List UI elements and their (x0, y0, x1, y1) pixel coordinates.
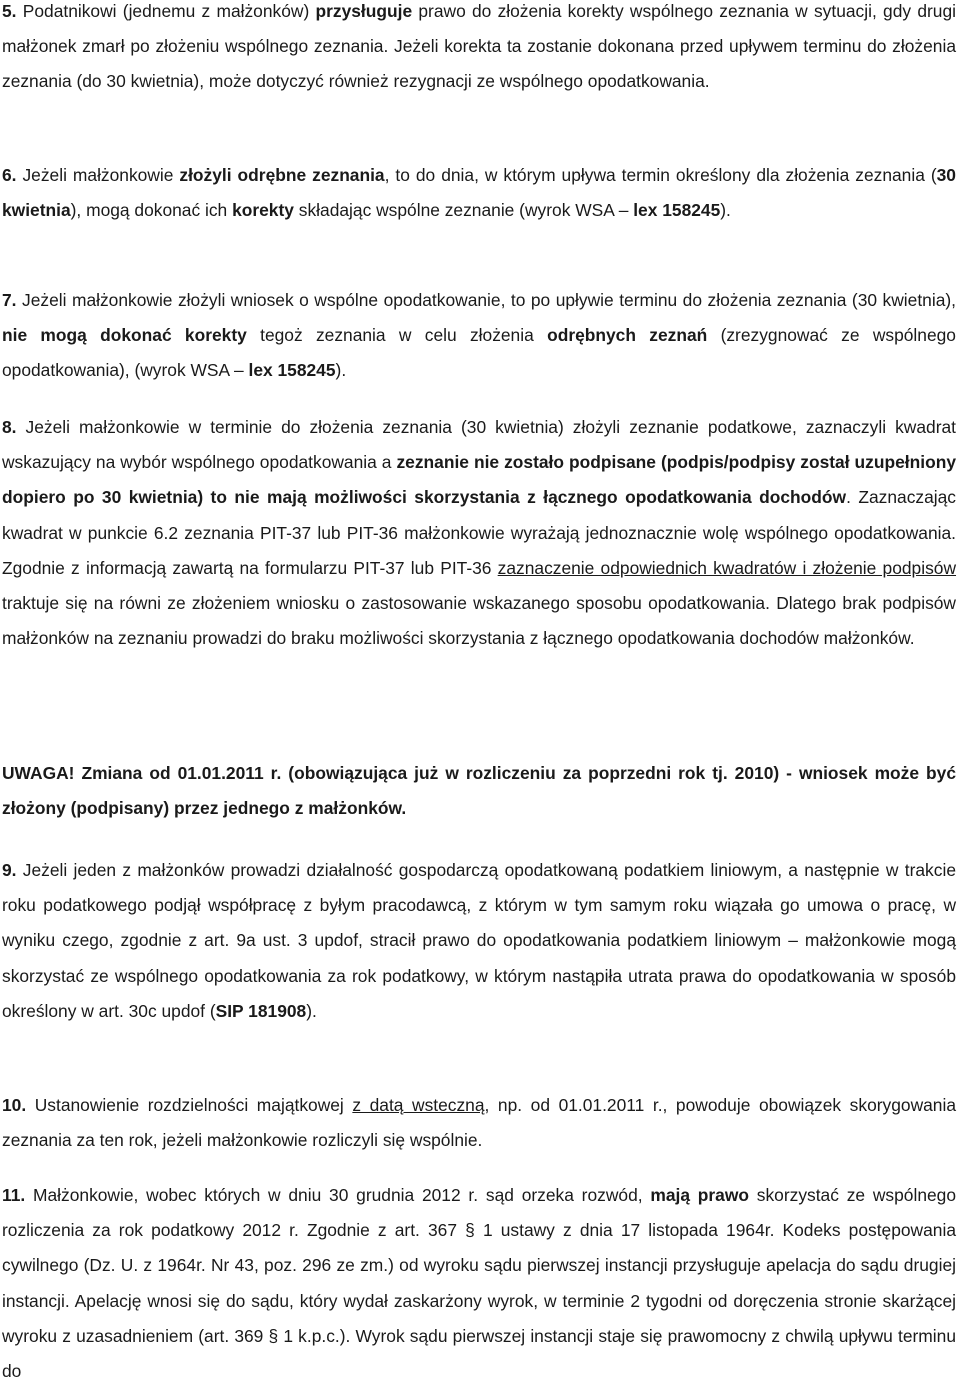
paragraph-8 (2, 410, 956, 656)
bold-text: złożyli odrębne zeznania (179, 165, 385, 185)
text-run: skorzystać ze wspólnego rozliczenia za rok podatkowy 2012 r. Zgodnie z art. 367 § 1 ustawy z dnia 17 listopada 1964r. Kodeks postępowania cywilnego (Dz. U. z 1964r. Nr 43, poz. 296 ze zm.) od wyroku sądu pierwszej instancji przysługuje apelacja do sądu drugiej instancji. Apelację wnosi się do sądu, który wydał zaskarżony wyrok, w terminie 2 tygodni od doręczenia stronie skarżącej wyroku z uzasadnieniem (art. 369 § 1 k.p.c.). Wyrok sądu pierwszej instancji staje się prawomocny z chwilą upływu terminu do (2, 1185, 957, 1382)
text-run: ). (335, 360, 347, 381)
bold-text: przysługuje (315, 1, 413, 21)
bold-text: SIP 181908 (215, 1000, 307, 1021)
text-run: prawo do złożenia korekty wspólnego zeznania w sytuacji, gdy drugi małżonek zmarł po złożeniu wspólnego zeznania. Jeżeli korekta ta zostanie dokonana przed upływem terminu do złożenia zeznania (do 30 kwietnia), może dotyczyć również rezygnacji ze wspólnego opodatkowania. (2, 1, 956, 92)
bold-text: 11. (2, 1185, 26, 1205)
text-run: , np. od 01.01.2011 r., powoduje obowiązek skorygowania zeznania za ten rok, jeżeli małżonkowie rozliczyli się wspólnie. (2, 1095, 957, 1151)
bold-text: 9. (2, 860, 17, 880)
bold-text: zeznanie nie zostało podpisane (podpis/podpisy został uzupełniony dopiero po 30 kwietnia) to nie mają możliwości skorzystania z łącznego opodatkowania dochodów (2, 452, 956, 508)
paragraph-6 (2, 158, 956, 228)
text-run: ). (720, 200, 731, 221)
underlined-text: z datą wsteczną (352, 1095, 485, 1115)
bold-text: nie mogą dokonać korekty (2, 325, 247, 346)
text-run: Podatnikowi (jednemu z małżonków) (16, 1, 316, 21)
paragraph-11 (2, 1178, 956, 1389)
bold-text: odrębnych zeznań (547, 325, 708, 346)
paragraph-7 (2, 283, 956, 389)
text-run: . Zaznaczając kwadrat w punkcie 6.2 zeznania PIT-37 lub PIT-36 małżonkowie wyrażają jednoznacznie wolę wspólnego opodatkowania. Zgodnie z informacją zawartą na formularzu PIT-37 lub PIT-36 (2, 487, 956, 578)
bold-text: 7. (2, 290, 17, 310)
text-run: ). (306, 1000, 317, 1021)
bold-text: lex 158245 (633, 200, 721, 221)
text-run: Jeżeli małżonkowie złożyli wniosek o wspólne opodatkowanie, to po upływie terminu do złożenia zeznania (30 kwietnia), (16, 290, 956, 310)
text-run: tegoż zeznania w celu złożenia (246, 325, 548, 346)
paragraph-9 (2, 853, 956, 1029)
bold-text: 10. (2, 1095, 27, 1115)
bold-text: lex 158245 (248, 360, 336, 381)
bold-text: 6. (2, 165, 17, 185)
bold-text: korekty (232, 200, 294, 221)
text-run: (zrezygnować ze wspólnego opodatkowania), (wyrok WSA – (2, 325, 956, 381)
underlined-text: zaznaczenie odpowiednich kwadratów i złożenie podpisów (497, 557, 957, 578)
notice-paragraph (2, 756, 956, 826)
paragraph-5 (2, 0, 956, 100)
text-run: ), mogą dokonać ich (70, 200, 233, 221)
bold-text: 5. (2, 1, 17, 21)
text-run: składając wspólne zeznanie (wyrok WSA – (293, 200, 634, 221)
text-run: Jeżeli małżonkowie (16, 165, 180, 185)
text-run: Jeżeli jeden z małżonków prowadzi działalność gospodarczą opodatkowaną podatkiem liniowym, a następnie w trakcie roku podatkowego podjął współpracę z byłym pracodawcą, z którym w tym samym roku wiązała go umowa o pracę, w wyniku czego, zgodnie z art. 9a ust. 3 updof, stracił prawo do opodatkowania podatkiem liniowym – małżonkowie mogą skorzystać ze wspólnego opodatkowania za rok podatkowy, w którym nastąpiła utrata prawa do opodatkowania w sposób określony w art. 30c updof ( (2, 860, 956, 1021)
paragraph-10 (2, 1088, 956, 1158)
text-run: , to do dnia, w którym upływa termin określony dla złożenia zeznania ( (384, 165, 937, 185)
bold-text: 8. (2, 417, 17, 437)
bold-text: mają prawo (650, 1185, 749, 1205)
text-run: Jeżeli małżonkowie w terminie do złożenia zeznania (30 kwietnia) złożyli zeznanie podatkowe, zaznaczyli kwadrat wskazujący na wybór wspólnego opodatkowania a (2, 417, 956, 473)
text-run: Ustanowienie rozdzielności majątkowej (26, 1095, 353, 1115)
text-run: Małżonkowie, wobec których w dniu 30 grudnia 2012 r. sąd orzeka rozwód, (25, 1185, 651, 1205)
text-run: traktuje się na równi ze złożeniem wniosku o zastosowanie wskazanego sposobu opodatkowania. Dlatego brak podpisów małżonków na zeznaniu prowadzi do braku możliwości skorzystania z łącznego opodatkowania dochodów małżonków. (2, 593, 956, 649)
bold-text: 30 kwietnia (2, 165, 956, 221)
bold-text: UWAGA! Zmiana od 01.01.2011 r. (obowiązująca już w rozliczeniu za poprzedni rok tj. 2010) - wniosek może być złożony (podpisany) przez jednego z małżonków. (2, 763, 956, 819)
